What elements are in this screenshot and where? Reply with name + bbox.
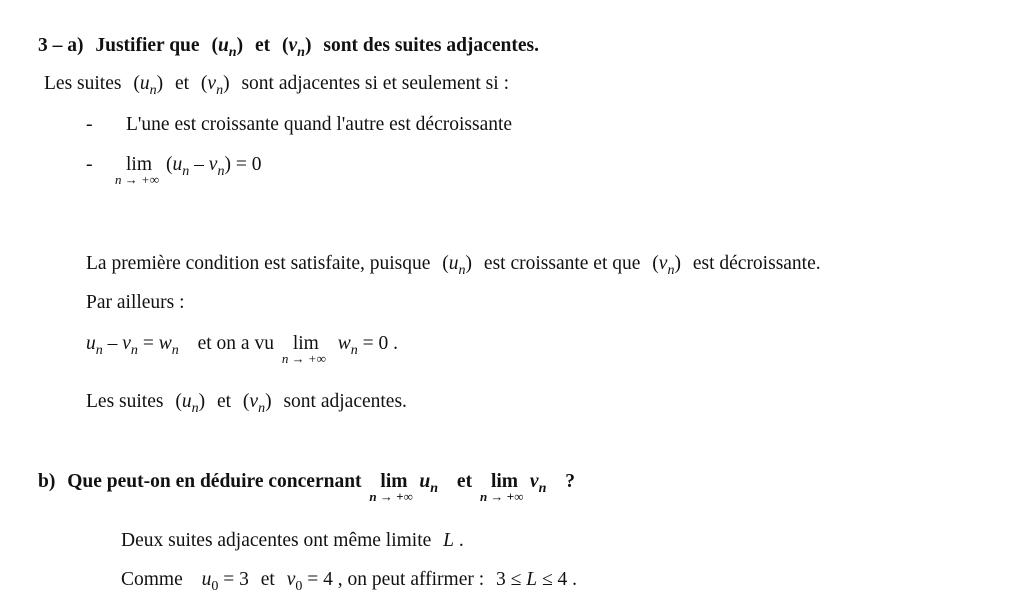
deux-suites-line <box>121 529 464 553</box>
n-subscript: n <box>182 162 190 179</box>
v-symbol: v <box>658 253 668 274</box>
question-b-title <box>38 470 576 504</box>
v-symbol: v <box>208 154 218 175</box>
equals-zero: = 0 . <box>362 333 398 354</box>
lim-word: lim <box>292 333 319 354</box>
n-subscript: n <box>350 341 358 358</box>
bullet-dash: - <box>86 114 93 135</box>
n-subscript: n <box>228 43 237 60</box>
n-subscript: n <box>667 261 675 278</box>
et-word: et <box>456 471 473 492</box>
n-subscript: n <box>149 81 157 98</box>
condition-tail: est décroissante. <box>692 253 821 274</box>
u-symbol: u <box>172 154 183 175</box>
lim-word: lim <box>380 471 408 492</box>
conclusion-line: Les suites $(u_n)$ et $(v_n)$ sont adjacentes. <box>86 391 407 416</box>
u-symbol: u <box>448 253 459 274</box>
u-symbol: u <box>217 35 229 56</box>
L-symbol: L <box>443 530 455 551</box>
equals-four-text: = 4 , on peut affirmer : <box>307 569 485 590</box>
et-word: et <box>260 569 275 590</box>
n-subscript: n <box>171 341 179 358</box>
condition-pre: La première condition est satisfaite, puisque <box>86 253 431 274</box>
u-symbol: u <box>181 391 192 412</box>
minus-sign: – <box>194 154 204 175</box>
title-text: Justifier que <box>95 35 200 56</box>
limit-subscript: n → +∞ <box>281 351 326 366</box>
lim-word: lim <box>126 154 153 175</box>
deux-suites-text: Deux suites adjacentes ont même limite <box>121 530 432 551</box>
u-symbol: u <box>86 333 96 354</box>
u-symbol: u <box>139 73 150 94</box>
equals-zero: ) = 0 <box>224 154 262 175</box>
bullet-1 <box>86 113 512 137</box>
w-symbol: w <box>337 333 351 354</box>
par-ailleurs: Par ailleurs : <box>86 292 185 313</box>
et-on-a-vu: et on a vu <box>197 333 274 354</box>
n-subscript: n <box>216 81 224 98</box>
n-subscript: n <box>538 479 547 496</box>
n-subscript: n <box>458 261 466 278</box>
period: . <box>458 530 464 551</box>
v-symbol: v <box>286 569 296 590</box>
question-b-text: Que peut-on en déduire concernant <box>67 471 362 492</box>
limit-subscript: n → +∞ <box>115 172 160 187</box>
w-symbol: w <box>158 333 172 354</box>
u-symbol: u <box>419 471 431 492</box>
bullet-1-text: L'une est croissante quand l'autre est décroissante <box>126 114 513 135</box>
inequality-right: ≤ 4 . <box>541 569 578 590</box>
limit-subscript: n → +∞ <box>369 489 413 504</box>
bullet-dash: - <box>86 154 93 175</box>
question-mark: ? <box>565 471 576 492</box>
inequality-left: 3 ≤ <box>496 569 522 590</box>
et-word: et <box>174 73 190 94</box>
conclusion-pre: Les suites <box>86 391 164 412</box>
n-subscript: n <box>258 399 266 416</box>
et-word: et <box>216 391 232 412</box>
question-3a-title: 3 – a) Justifier que $(u_n)$ et $(v_n)$ sont des suites adjacentes. <box>38 35 539 60</box>
zero-subscript: 0 <box>295 577 303 594</box>
lim-word: lim <box>490 471 519 492</box>
bullet-2: - lim n → +∞ $(u_n - v_n) = 0$ <box>86 154 262 187</box>
limit-operator <box>369 470 413 504</box>
equals-three: = 3 <box>223 569 249 590</box>
n-subscript: n <box>95 341 103 358</box>
n-subscript: n <box>191 399 199 416</box>
intro-pre: Les suites <box>44 73 122 94</box>
L-symbol: L <box>526 569 538 590</box>
v-symbol: v <box>288 35 298 56</box>
limit-subscript: n → +∞ <box>479 489 524 504</box>
v-symbol: v <box>249 391 259 412</box>
title-tail: sont des suites adjacentes. <box>323 35 539 56</box>
n-subscript: n <box>297 43 305 60</box>
condition-line: La première condition est satisfaite, puisque $(u_n)$ est croissante et que $(v_n)$ est décroissante. <box>86 253 821 278</box>
question-number: 3 – a) <box>38 35 84 56</box>
condition-mid: est croissante et que <box>483 253 641 274</box>
zero-subscript: 0 <box>211 577 219 594</box>
comme-line <box>121 568 577 592</box>
limit-operator <box>479 470 524 504</box>
u-symbol: u <box>201 569 212 590</box>
limit-operator <box>115 153 160 187</box>
equation-line <box>86 332 398 366</box>
conclusion-tail: sont adjacentes. <box>283 391 407 412</box>
n-subscript: n <box>217 162 225 179</box>
et-word: et <box>254 35 271 56</box>
v-symbol: v <box>122 333 131 354</box>
intro-tail: sont adjacentes si et seulement si : <box>241 73 509 94</box>
intro-line: Les suites $(u_n)$ et $(v_n)$ sont adjacentes si et seulement si : <box>44 73 509 98</box>
limit-operator <box>281 332 326 366</box>
minus-sign: – <box>107 333 118 354</box>
equals-sign: = <box>142 333 154 354</box>
n-subscript: n <box>430 479 439 496</box>
v-symbol: v <box>529 471 539 492</box>
n-subscript: n <box>130 341 138 358</box>
question-b-label: b) <box>38 471 56 492</box>
comme-word: Comme <box>121 569 183 590</box>
v-symbol: v <box>207 73 217 94</box>
